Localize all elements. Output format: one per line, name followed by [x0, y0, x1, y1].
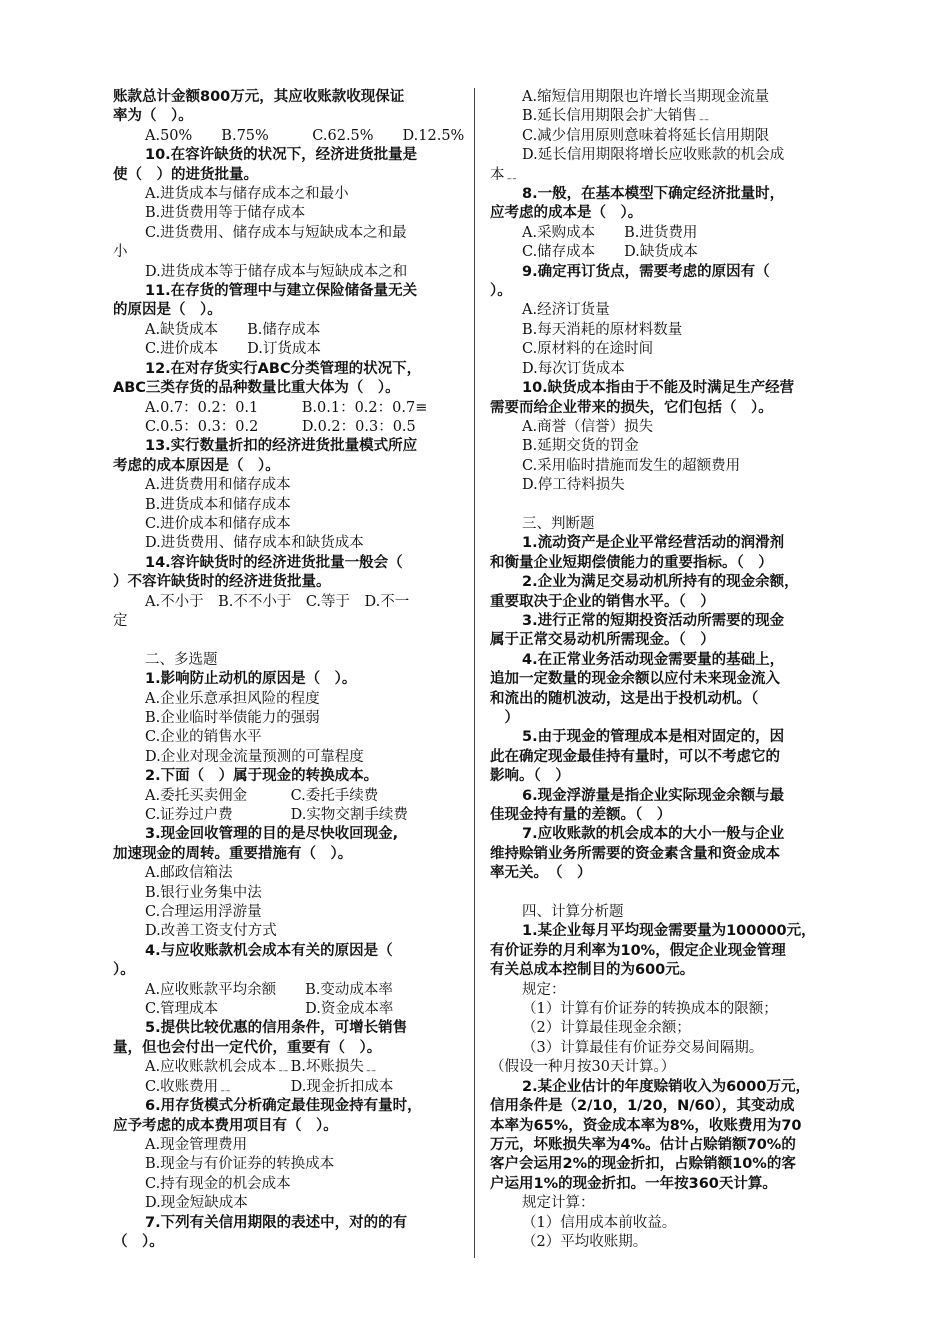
- text-line: D.进货费用、储存成本和缺货成本: [145, 535, 364, 552]
- text-line: 5.提供比较优惠的信用条件，可增长销售: [145, 1020, 408, 1037]
- text-line: 12.在对存货实行ABC分类管理的状况下，: [145, 360, 422, 377]
- text-line: B.进货费用等于储存成本: [145, 205, 306, 222]
- text-line: 规定计算：: [522, 1195, 595, 1212]
- text-line: B.进货成本和储存成本: [145, 496, 291, 513]
- text-line: 7.下列有关信用期限的表述中，对的的有: [145, 1214, 408, 1231]
- text-line: 2.下面（ ）属于现金的转换成本。: [145, 768, 379, 785]
- text-line: D.现金短缺成本: [145, 1195, 248, 1212]
- blank-line: [113, 631, 459, 650]
- text-line: （3）计算最佳有价证券交易间隔期。: [522, 1039, 764, 1056]
- text-line: C.企业的销售水平: [145, 729, 262, 746]
- text-line: 6.用存货模式分析确定最佳现金持有量时，: [145, 1098, 422, 1115]
- text-line: A.进货成本与储存成本之和最小: [145, 186, 349, 203]
- text-line: 率无关。 （ ）: [490, 865, 592, 882]
- text-line: D.停工待料损失: [522, 477, 625, 494]
- text-line: A.缺货成本 B.储存成本: [145, 321, 321, 338]
- text-line: ）: [490, 709, 519, 726]
- text-line: D.每次订货成本: [522, 360, 625, 377]
- text-line: 本率为65%，资金成本率为8%，收账费用为70: [490, 1117, 802, 1134]
- text-line: 4.与应收账款机会成本有关的原因是（: [145, 942, 393, 959]
- text-line: 维持赊销业务所需要的资金素含量和资金成本: [490, 845, 780, 862]
- text-line: 量，但也会付出一定代价，重要有（ ）。: [113, 1039, 382, 1056]
- text-line: C.减少信用原则意味着将延长信用期限: [522, 127, 770, 144]
- text-line: （2）计算最佳现金余额；: [522, 1020, 691, 1037]
- text-line: A.50% B.75% C.62.5% D.12.5%: [145, 127, 465, 144]
- text-line: 4.在正常业务活动现金需要量的基础上，: [522, 651, 785, 668]
- text-line: 万元，坏账损失率为4%。估计占赊销额70%的: [490, 1136, 796, 1153]
- right-column: [490, 88, 840, 1252]
- text-line: C.合理运用浮游量: [145, 904, 262, 921]
- text-line: ）不容许缺货时的经济进货批量。: [113, 574, 331, 591]
- text-line: 和衡量企业短期偿债能力的重要指标。（ ）: [490, 554, 773, 571]
- text-line: C.0.5：0.3：0.2 D.0.2：0.3：0.5: [145, 418, 416, 435]
- text-line: A.委托买卖佣金 C.委托手续费: [145, 787, 379, 804]
- text-line: 2.企业为满足交易动机所持有的现金余额，: [522, 574, 799, 591]
- column-divider: [474, 88, 475, 1258]
- text-line: 1.某企业每月平均现金需要量为100000元，: [522, 923, 816, 940]
- text-line: （2）平均收账期。: [522, 1233, 648, 1250]
- text-line: 加速现金的周转。重要措施有（ ）。: [113, 845, 353, 862]
- text-line: 客户会运用2%的现金折扣，占赊销额10%的客: [490, 1156, 796, 1173]
- text-line: 属于正常交易动机所需现金。（ ）: [490, 632, 715, 649]
- text-line: 此在确定现金最佳持有量时，可以不考虑它的: [490, 748, 780, 765]
- text-line: C.进货费用、储存成本与短缺成本之和最: [145, 224, 407, 241]
- text-line: A.应收账款平均余额 B.变动成本率: [145, 981, 393, 998]
- text-line: B.延长信用期限会扩大销售﹎: [522, 108, 712, 125]
- text-line: C.收账费用﹎ D.现金折扣成本: [145, 1078, 394, 1095]
- text-line: 追加一定数量的现金余额以应付未来现金流入: [490, 671, 780, 688]
- text-line: A.0.7：0.2：0.1 B.0.1：0.2：0.7≡: [145, 399, 428, 416]
- text-line: 3.现金回收管理的目的是尽快收回现金,: [145, 826, 399, 843]
- text-line: ）。: [490, 283, 512, 300]
- text-line: A.现金管理费用: [145, 1136, 248, 1153]
- text-line: 10.缺货成本指由于不能及时满足生产经营: [522, 380, 795, 397]
- text-line: 定: [113, 612, 128, 629]
- text-line: 有价证券的月利率为10%，假定企业现金管理: [490, 942, 786, 959]
- text-line: C.进价成本和储存成本: [145, 515, 291, 532]
- left-column: [113, 88, 465, 1252]
- text-line: D.企业对现金流量预测的可靠程度: [145, 748, 364, 765]
- text-line: A.应收账款机会成本﹎B.坏账损失﹎: [145, 1059, 379, 1076]
- text-line: ）。: [113, 962, 135, 979]
- text-line: 账款总计金额800万元，其应收账款收现保证: [113, 89, 405, 105]
- text-line: C.储存成本 D.缺货成本: [522, 244, 698, 261]
- text-line: 本﹎: [490, 166, 519, 183]
- text-line: 9.确定再订货点，需要考虑的原因有（: [522, 263, 770, 280]
- text-line: （ ）。: [113, 1233, 164, 1250]
- text-line: 率为（ ）。: [113, 108, 193, 125]
- text-line: 使（ ）的进货批量。: [113, 166, 258, 183]
- text-line: A.进货费用和储存成本: [145, 477, 291, 494]
- blank-line: [490, 884, 840, 903]
- text-line: 需要而给企业带来的损失，它们包括（ ）。: [490, 399, 773, 416]
- text-line: C.进价成本 D.订货成本: [145, 341, 321, 358]
- text-line: D.延长信用期限将增长应收账款的机会成: [522, 147, 785, 164]
- text-line: B.企业临时举债能力的强弱: [145, 709, 320, 726]
- text-line: A.邮政信箱法: [145, 865, 233, 882]
- text-line: 应考虑的成本是（ ）。: [490, 205, 643, 222]
- text-line: B.现金与有价证券的转换成本: [145, 1156, 335, 1173]
- text-line: B.银行业务集中法: [145, 884, 262, 901]
- text-line: B.每天消耗的原材料数量: [522, 321, 683, 338]
- text-line: 11.在存货的管理中与建立保险储备量无关: [145, 283, 418, 300]
- text-line: A.商誉（信誉）损失: [522, 418, 654, 435]
- text-line: （1）计算有价证券的转换成本的限额；: [522, 1001, 778, 1018]
- blank-line: [490, 496, 840, 515]
- text-line: 影响。（ ）: [490, 768, 570, 785]
- text-line: 的原因是（ ）。: [113, 302, 222, 319]
- text-line: C.持有现金的机会成本: [145, 1175, 291, 1192]
- text-line: 13.实行数量折扣的经济进货批量模式所应: [145, 438, 418, 455]
- text-line: 二、多选题: [145, 651, 218, 668]
- text-line: （1）信用成本前收益。: [522, 1214, 677, 1231]
- text-line: 有关总成本控制目的为600元。: [490, 962, 695, 979]
- text-line: 和流出的随机波动，这是出于投机动机。（: [490, 690, 759, 707]
- text-line: 3.进行正常的短期投资活动所需要的现金: [522, 612, 785, 629]
- text-line: 5.由于现金的管理成本是相对固定的，因: [522, 729, 785, 746]
- text-line: 2.某企业估计的年度赊销收入为6000万元，: [522, 1078, 810, 1095]
- text-line: A.采购成本 B.进货费用: [522, 224, 698, 241]
- text-line: 考虑的成本原因是（ ）。: [113, 457, 280, 474]
- text-line: 小: [113, 244, 128, 261]
- text-line: C.管理成本 D.资金成本率: [145, 1001, 394, 1018]
- text-line: 四、计算分析题: [522, 904, 624, 921]
- text-line: B.延期交货的罚金: [522, 438, 639, 455]
- text-line: 信用条件是（2/10，1/20，N/60），其变动成: [490, 1098, 795, 1115]
- text-line: 1.流动资产是企业平常经营活动的润滑剂: [522, 535, 785, 552]
- text-line: A.经济订货量: [522, 302, 610, 319]
- text-line: A.不小于 B.不不小于 C.等于 D.不一: [145, 593, 410, 610]
- text-line: A.缩短信用期限也许增长当期现金流量: [522, 89, 770, 105]
- text-line: C.证券过户费 D.实物交割手续费: [145, 807, 408, 824]
- text-line: 1.影响防止动机的原因是（ ）。: [145, 671, 357, 688]
- text-line: C.采用临时措施而发生的超额费用: [522, 457, 741, 474]
- text-line: 14.容许缺货时的经济进货批量一般会（: [145, 554, 403, 571]
- text-line: 重要取决于企业的销售水平。（ ）: [490, 593, 715, 610]
- text-line: （假设一种月按30天计算。）: [490, 1059, 676, 1076]
- text-line: ABC三类存货的品种数量比重大体为（ ）。: [113, 380, 400, 397]
- text-line: 规定：: [522, 981, 566, 998]
- text-line: A.企业乐意承担风险的程度: [145, 690, 320, 707]
- text-line: 7.应收账款的机会成本的大小一般与企业: [522, 826, 785, 843]
- text-line: 应予考虑的成本费用项目有（ ）。: [113, 1117, 338, 1134]
- text-line: 6.现金浮游量是指企业实际现金余额与最: [522, 787, 785, 804]
- text-line: 三、判断题: [522, 515, 595, 532]
- text-line: 户运用1%的现金折扣。一年按360天计算。: [490, 1175, 777, 1192]
- text-line: D.改善工资支付方式: [145, 923, 277, 940]
- text-line: 8.一般，在基本模型下确定经济批量时，: [522, 186, 785, 203]
- text-line: C.原材料的在途时间: [522, 341, 654, 358]
- text-line: D.进货成本等于储存成本与短缺成本之和: [145, 263, 408, 280]
- text-line: 佳现金持有量的差额。（ ）: [490, 807, 672, 824]
- text-line: 10.在容许缺货的状况下，经济进货批量是: [145, 147, 418, 164]
